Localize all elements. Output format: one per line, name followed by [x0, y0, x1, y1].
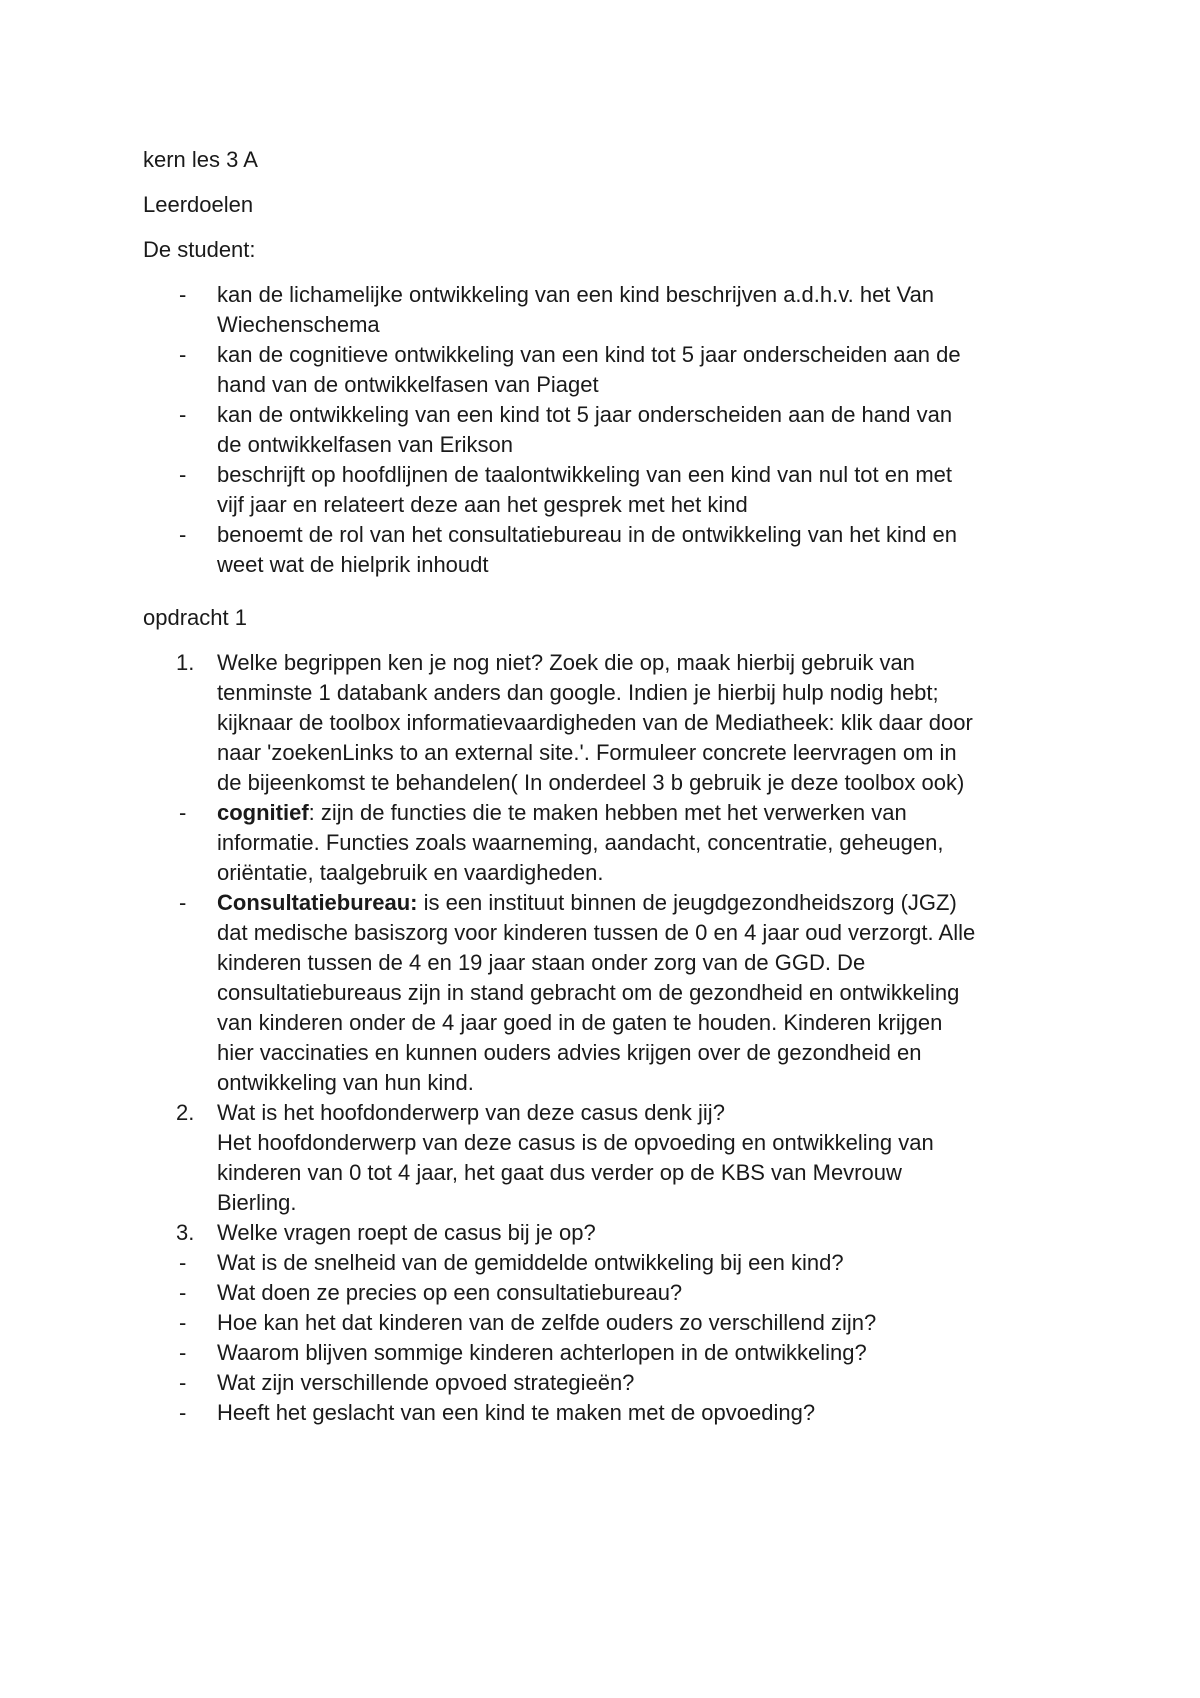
bullet-marker: - [179, 1280, 187, 1305]
term-line: kinderen tussen de 4 en 19 jaar staan onder zorg van de GGD. De [217, 950, 866, 975]
question-text: Heeft het geslacht van een kind te maken met de opvoeding? [217, 1400, 816, 1425]
goals-list [143, 280, 1103, 580]
bullet-marker: - [179, 522, 187, 547]
question-text: Waarom blijven sommige kinderen achterlopen in de ontwikkeling? [217, 1340, 867, 1365]
question-line: Wat is het hoofdonderwerp van deze casus denk jij? [217, 1100, 725, 1125]
question-text: Hoe kan het dat kinderen van de zelfde ouders zo verschillend zijn? [217, 1310, 877, 1335]
number-marker: 1. [176, 650, 195, 675]
term-line: van kinderen onder de 4 jaar goed in de gaten te houden. Kinderen krijgen [217, 1010, 943, 1035]
answer-line: Het hoofdonderwerp van deze casus is de opvoeding en ontwikkeling van [217, 1130, 934, 1155]
number-marker: 3. [176, 1220, 195, 1245]
question-item [143, 1098, 1103, 1218]
bullet-marker: - [179, 282, 187, 307]
question-text: Wat is de snelheid van de gemiddelde ontwikkeling bij een kind? [217, 1250, 844, 1275]
list-item [143, 1338, 1103, 1368]
goal-line: Wiechenschema [217, 312, 380, 337]
question-line: tenminste 1 databank anders dan google. Indien je hierbij hulp nodig hebt; [217, 680, 939, 705]
bullet-marker: - [179, 1400, 187, 1425]
answer-line: kinderen van 0 tot 4 jaar, het gaat dus verder op de KBS van Mevrouw [217, 1160, 902, 1185]
heading-leerdoelen: Leerdoelen [143, 192, 254, 217]
number-marker: 2. [176, 1100, 195, 1125]
goal-line: benoemt de rol van het consultatiebureau in de ontwikkeling van het kind en [217, 522, 957, 547]
bullet-marker: - [179, 342, 187, 367]
question-line: Welke begrippen ken je nog niet? Zoek die op, maak hierbij gebruik van [217, 650, 915, 675]
document-title: kern les 3 A [143, 147, 258, 172]
term-line: ontwikkeling van hun kind. [217, 1070, 474, 1095]
bullet-marker: - [179, 890, 187, 915]
bullet-marker: - [179, 1340, 187, 1365]
assignment-list [143, 648, 1103, 1428]
list-item [143, 1368, 1103, 1398]
list-item [143, 1308, 1103, 1338]
question-text: Wat doen ze precies op een consultatiebureau? [217, 1280, 683, 1305]
term-line: dat medische basiszorg voor kinderen tussen de 0 en 4 jaar oud verzorgt. Alle [217, 920, 976, 945]
goal-line: kan de lichamelijke ontwikkeling van een kind beschrijven a.d.h.v. het Van [217, 282, 935, 307]
list-item [143, 1398, 1103, 1428]
bullet-marker: - [179, 402, 187, 427]
list-item [143, 340, 1103, 400]
bullet-marker: - [179, 1250, 187, 1275]
question-line: Welke vragen roept de casus bij je op? [217, 1220, 596, 1245]
question-item [143, 1218, 1103, 1248]
answer-line: Bierling. [217, 1190, 297, 1215]
assignment-heading: opdracht 1 [143, 605, 247, 630]
goal-line: beschrijft op hoofdlijnen de taalontwikkeling van een kind van nul tot en met [217, 462, 953, 487]
bullet-marker: - [179, 462, 187, 487]
goal-line: weet wat de hielprik inhoudt [217, 552, 489, 577]
question-line: kijknaar de toolbox informatievaardigheden van de Mediatheek: klik daar door [217, 710, 973, 735]
term-definition: is een instituut binnen de jeugdgezondheidszorg (JGZ) [417, 890, 957, 915]
question-line: de bijeenkomst te behandelen( In onderdeel 3 b gebruik je deze toolbox ook) [217, 770, 965, 795]
bullet-marker: - [179, 1310, 187, 1335]
list-item [143, 1278, 1103, 1308]
term-item-consultatiebureau [143, 888, 1103, 1098]
goal-line: hand van de ontwikkelfasen van Piaget [217, 372, 599, 397]
goal-line: kan de cognitieve ontwikkeling van een kind tot 5 jaar onderscheiden aan de [217, 342, 961, 367]
term-definition: : zijn de functies die te maken hebben met het verwerken van [308, 800, 907, 825]
list-item [143, 1248, 1103, 1278]
term-line: hier vaccinaties en kunnen ouders advies krijgen over de gezondheid en [217, 1040, 922, 1065]
list-item [143, 400, 1103, 460]
question-item [143, 648, 1103, 798]
term-label: Consultatiebureau: [217, 890, 418, 915]
list-item [143, 280, 1103, 340]
bullet-marker: - [179, 800, 187, 825]
list-item [143, 460, 1103, 520]
goal-line: vijf jaar en relateert deze aan het gesprek met het kind [217, 492, 748, 517]
bullet-marker: - [179, 1370, 187, 1395]
term-item-cognitief [143, 798, 1103, 888]
list-item [143, 520, 1103, 580]
question-text: Wat zijn verschillende opvoed strategieën? [217, 1370, 635, 1395]
term-line: oriëntatie, taalgebruik en vaardigheden. [217, 860, 604, 885]
goal-line: kan de ontwikkeling van een kind tot 5 jaar onderscheiden aan de hand van [217, 402, 953, 427]
intro-text: De student: [143, 237, 256, 262]
term-line: informatie. Functies zoals waarneming, aandacht, concentratie, geheugen, [217, 830, 944, 855]
term-label: cognitief [217, 800, 309, 825]
term-line: consultatiebureaus zijn in stand gebracht om de gezondheid en ontwikkeling [217, 980, 960, 1005]
question-line: naar 'zoekenLinks to an external site.'. Formuleer concrete leervragen om in [217, 740, 957, 765]
goal-line: de ontwikkelfasen van Erikson [217, 432, 513, 457]
